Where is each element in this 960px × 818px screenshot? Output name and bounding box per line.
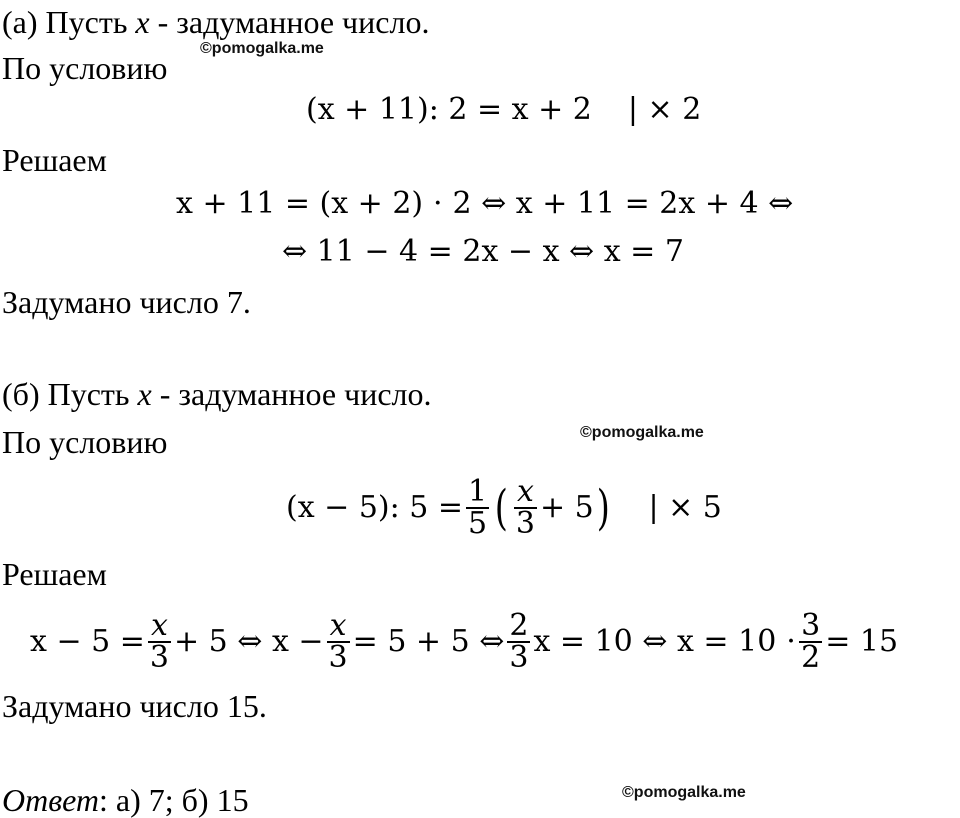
solution-part-5: = 15: [825, 624, 899, 659]
watermark-2: ©pomogalka.me: [580, 424, 704, 441]
part-b-fraction-one-fifth: [466, 474, 489, 541]
solution-part-1: x − 5 =: [30, 624, 145, 659]
part-a-conclusion: Задумано число 7.: [2, 284, 251, 320]
part-b-condition-label: По условию: [2, 424, 168, 460]
solution-fraction-3: [507, 608, 530, 675]
part-b-equation-op: | × 5: [648, 490, 722, 525]
fraction-denominator: 5: [468, 506, 488, 541]
solution-fraction-2: [327, 608, 350, 675]
part-b-solution: [30, 604, 898, 680]
part-a-equation: [306, 92, 701, 128]
answer-text: : а) 7; б) 15: [99, 782, 249, 818]
part-b-conclusion: Задумано число 15.: [2, 688, 267, 724]
fraction-numerator: x: [516, 474, 534, 509]
solution-part-4: x = 10 ⇔ x = 10 ⋅: [533, 624, 797, 659]
part-a-condition-label: По условию: [2, 50, 168, 86]
fraction-denominator: 3: [515, 506, 535, 541]
fraction-denominator: 3: [149, 640, 169, 675]
part-a-equation-op: | × 2: [627, 92, 702, 127]
part-b-equation-lhs: (x − 5): 5 =: [286, 490, 464, 525]
right-paren: ): [596, 480, 610, 536]
part-b-intro-var: x: [137, 376, 152, 412]
fraction-denominator: 2: [801, 640, 821, 675]
solution-part-3: = 5 + 5 ⇔: [352, 624, 505, 659]
part-b-solve-label: Решаем: [2, 556, 107, 592]
fraction-denominator: 3: [509, 640, 529, 675]
part-b-intro: [2, 376, 432, 412]
part-b-equation-inner-rest: + 5: [539, 490, 594, 525]
part-a-solution-line-1: x + 11 = (x + 2) ⋅ 2 ⇔ x + 11 = 2x + 4 ⇔: [176, 186, 794, 221]
fraction-numerator: x: [150, 608, 168, 643]
fraction-numerator: x: [329, 608, 347, 643]
watermark-1: ©pomogalka.me: [200, 40, 324, 57]
part-a-solution-line-2: ⇔ 11 − 4 = 2x − x ⇔ x = 7: [282, 234, 684, 269]
part-a-equation-lhs: (x + 11): 2 = x + 2: [306, 92, 592, 127]
part-a-intro-suffix: - задуманное число.: [149, 4, 430, 40]
part-b-fraction-x-third: [514, 474, 537, 541]
part-b-equation: [286, 470, 722, 546]
fraction-numerator: 3: [801, 608, 821, 643]
part-b-intro-suffix: - задуманное число.: [151, 376, 432, 412]
part-a-intro-var: x: [135, 4, 150, 40]
answer-label: Ответ: [2, 782, 99, 818]
solution-fraction-1: [148, 608, 171, 675]
part-a-intro: [2, 4, 429, 40]
solution-fraction-4: [799, 608, 822, 675]
fraction-numerator: 1: [468, 474, 488, 509]
part-b-intro-prefix: (б) Пусть: [2, 376, 138, 412]
answer-line: [2, 782, 249, 818]
solution-part-2: + 5 ⇔ x −: [173, 624, 324, 659]
part-a-solve-label: Решаем: [2, 142, 107, 178]
part-a-intro-prefix: (а) Пусть: [2, 4, 136, 40]
fraction-denominator: 3: [328, 640, 348, 675]
left-paren: (: [494, 480, 509, 536]
watermark-3: ©pomogalka.me: [622, 784, 746, 801]
fraction-numerator: 2: [509, 608, 529, 643]
